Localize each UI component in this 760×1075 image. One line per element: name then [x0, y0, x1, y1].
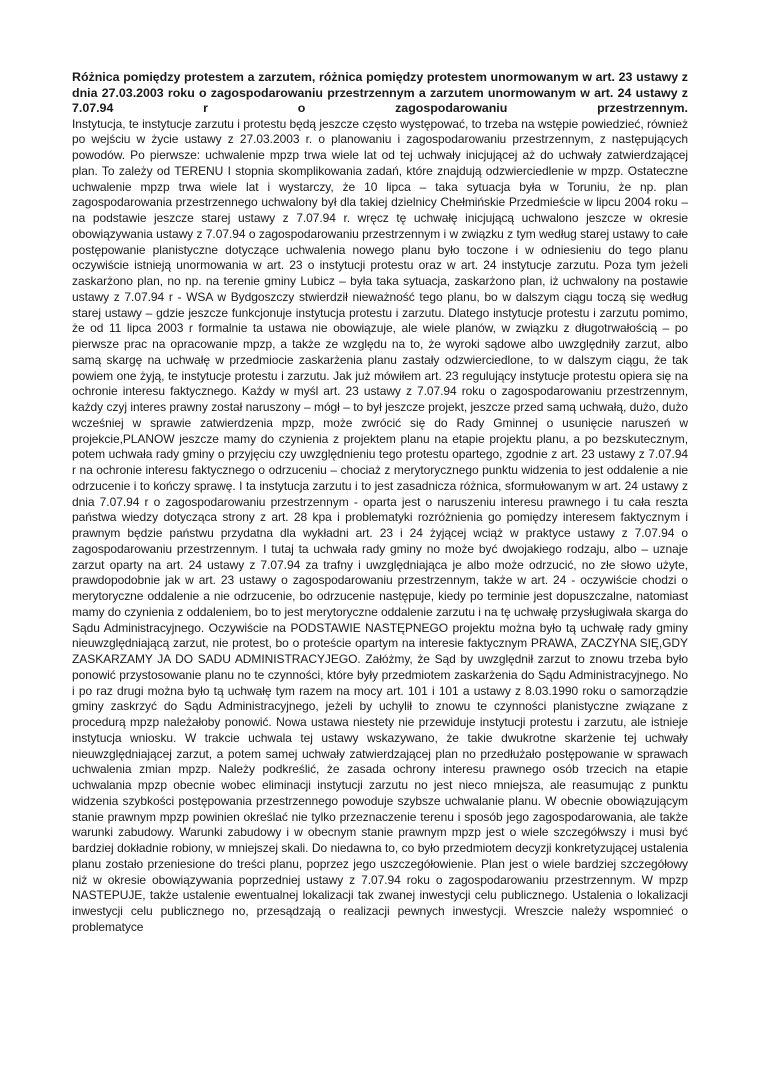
document-page: [72, 70, 688, 936]
document-body: Instytucja, te instytucje zarzutu i protestu będą jeszcze często występować, to trzeba na wstępie powiedzieć, również po wejściu w życie ustawy z 27.03.2003 r. o planowaniu i zagospodarowaniu przestrzennym, z następujących powodów. Po pierwsze: uchwalenie mpzp trwa wiele lat od tej uchwały inicjującej aż do uchwały zatwierdzającej plan. To zależy od TERENU I stopnia skomplikowania zadań, które znajdują odzwierciedlenie w mpzp. Ostateczne uchwalenie mpzp trwa wiele lat i wystarczy, że 10 lipca – taka sytuacja była w Toruniu, że np. plan zagospodarowania przestrzennego uchwalony był dla takiej dzielnicy Chełmińskie Przedmieście w lipcu 2004 roku – na podstawie jeszcze starej ustawy z 7.07.94 r. wręcz tę uchwałę inicjującą uchwalono jeszcze w okresie obowiązywania ustawy z 7.07.94 o zagospodarowaniu przestrzennym i w związku z tym według starej ustawy to całe postępowanie planistyczne dotyczące uchwalenia nowego planu było toczone i w odniesieniu do tego planu oczywiście istnieją unormowania w art. 23 o instytucji protestu oraz w art. 24 instytucje zarzutu. Poza tym jeżeli zaskarżono plan, no np. na terenie gminy Lubicz – była taka sytuacja, zaskarżono plan, iż uchwalony na postawie ustawy z 7.07.94 r - WSA w Bydgoszczy stwierdził nieważność tego planu, bo w dalszym ciągu toczą się według starej ustawy – gdzie jeszcze funkcjonuje instytucja protestu i zarzutu. Dlatego instytucje protestu i zarzutu pomimo, że od 11 lipca 2003 r formalnie ta ustawa nie obowiązuje, ale wiele planów, w związku z długotrwałością – po pierwsze prac na opracowanie mpzp, a także ze względu na to, że wyroki sądowe albo uwzględniły zarzut, albo samą skargę na uchwałę w przedmiocie zaskarżenia planu zastały odzwierciedlone, to w dalszym ciągu, że tak powiem one żyją, te instytucje protestu i zarzutu. Jak już mówiłem art. 23 regulujący instytucje protestu opiera się na ochronie interesu faktycznego. Każdy w myśl art. 23 ustawy z 7.07.94 roku o zagospodarowaniu przestrzennym, każdy czyj interes prawny został naruszony – mógł – to był jeszcze projekt, jeszcze przed samą uchwałą, dużo, dużo wcześniej w sprawie zatwierdzenia mpzp, może zwrócić się do Rady Gminnej o usunięcie naruszeń w projekcie,PLANOW jeszcze mamy do czynienia z projektem planu na etapie projektu planu, a po bezskutecznym, potem uchwała rady gminy o przyjęciu czy uwzględnieniu tego protestu opartego, zgodnie z art. 23 ustawy z 7.07.94 r na ochronie interesu faktycznego o odrzuceniu – chociaż z merytorycznego punktu widzenia to jest oddalenie a nie odrzucenie i to kończy sprawę. I ta instytucja zarzutu i to jest zasadnicza różnica, sformułowanym w art. 24 ustawy z dnia 7.07.94 r o zagospodarowaniu przestrzennym - oparta jest o naruszeniu interesu prawnego i tu cała reszta państwa wiedzy dotycząca strony z art. 28 kpa i problematyki rozróżnienia go pomiędzy interesem faktycznym i prawnym będzie państwu przydatna dla wykładni art. 23 i 24 żyjącej wciąż w praktyce ustawy z 7.07.94 o zagospodarowaniu przestrzennym. I tutaj ta uchwała rady gminy no może być dwojakiego rodzaju, albo – uznaje zarzut oparty na art. 24 ustawy z 7.07.94 za trafny i uwzględniająca je albo może odrzucić, no złe słowo użyte, prawdopodobnie jak w art. 23 ustawy o zagospodarowaniu przestrzennym, także w art. 24 - oczywiście chodzi o merytoryczne oddalenie a nie odrzucenie, bo odrzucenie następuje, kiedy po terminie jest dopuszczalne, natomiast mamy do czynienia z oddaleniem, bo to jest merytoryczne oddalenie zarzutu i na tę uchwałę przysługiwała skarga do Sądu Administracyjnego. Oczywiście na PODSTAWIE NASTĘPNEGO projektu można było tą uchwałę rady gminy nieuwzględniającą zarzut, nie protest, bo o proteście opartym na interesie faktycznym PRAWA, ZACZYNA SIĘ,GDY ZASKARZAMY JA DO SADU ADMINISTRACYJEGO. Załóżmy, że Sąd by uwzględnił zarzut to znowu trzeba było ponowić przystosowanie planu no te czynności, które były przedmiotem zaskarżenia do Sądu Administracyjnego. No i po raz drugi można było tą uchwałę tym razem na mocy art. 101 i 101 a ustawy z 8.03.1990 roku o samorządzie gminy zaskrzyć do Sądu Administracyjnego, jeżeli by uchylił to znowu te czynności planistyczne związane z procedurą mpzp należałoby ponowić. Nowa ustawa niestety nie przewiduje instytucji protestu i zarzutu, ale istnieje instytucja wniosku. W trakcie uchwala tej ustawy wskazywano, że takie dwukrotne skarżenie tej uchwały nieuwzględniającej zarzut, a potem samej uchwały zatwierdzającej plan no przedłużało postępowanie w sprawach uchwalenia zmian mpzp. Należy podkreślić, że zasada ochrony interesu prawnego osób trzecich na etapie uchwalania mpzp obecnie wobec eliminacji instytucji zarzutu no jest nieco mniejsza, ale reasumując z punktu widzenia szybkości postępowania przestrzennego powoduje szybsze uchwalanie planu. W obecnie obowiązującym stanie prawnym mpzp powinien określać nie tylko przeznaczenie terenu i sposób jego zagospodarowania, ale także warunki zabudowy. Warunki zabudowy i w obecnym stanie prawnym mpzp jest o wiele szczegółwszy i musi być bardziej dokładnie robiony, w mniejszej skali. Do niedawna to, co było przedmiotem decyzji konkretyzującej ustalenia planu zostało przeniesione do treści planu, poprzez jego uszczegółowienie. Plan jest o wiele bardziej szczegółowy niż w okresie obowiązywania poprzedniej ustawy z 7.07.94 roku o zagospodarowaniu przestrzennym. W mpzp NASTEPUJE, także ustalenie ewentualnej lokalizacji tak zwanej inwestycji celu publicznego. Ustalenia o lokalizacji inwestycji celu publicznego no, przesądzają o realizacji pewnych inwestycji. Wreszcie należy wspomnieć o problematyce: [72, 116, 688, 934]
document-title: Różnica pomiędzy protestem a zarzutem, różnica pomiędzy protestem unormowanym w art. 23 ustawy z dnia 27.03.2003 roku o zagospodarowaniu przestrzennym a zarzutem unormowanym w art. 24 ustawy z 7.07.94 r o zagospodarowaniu przestrzennym.: [72, 70, 688, 115]
